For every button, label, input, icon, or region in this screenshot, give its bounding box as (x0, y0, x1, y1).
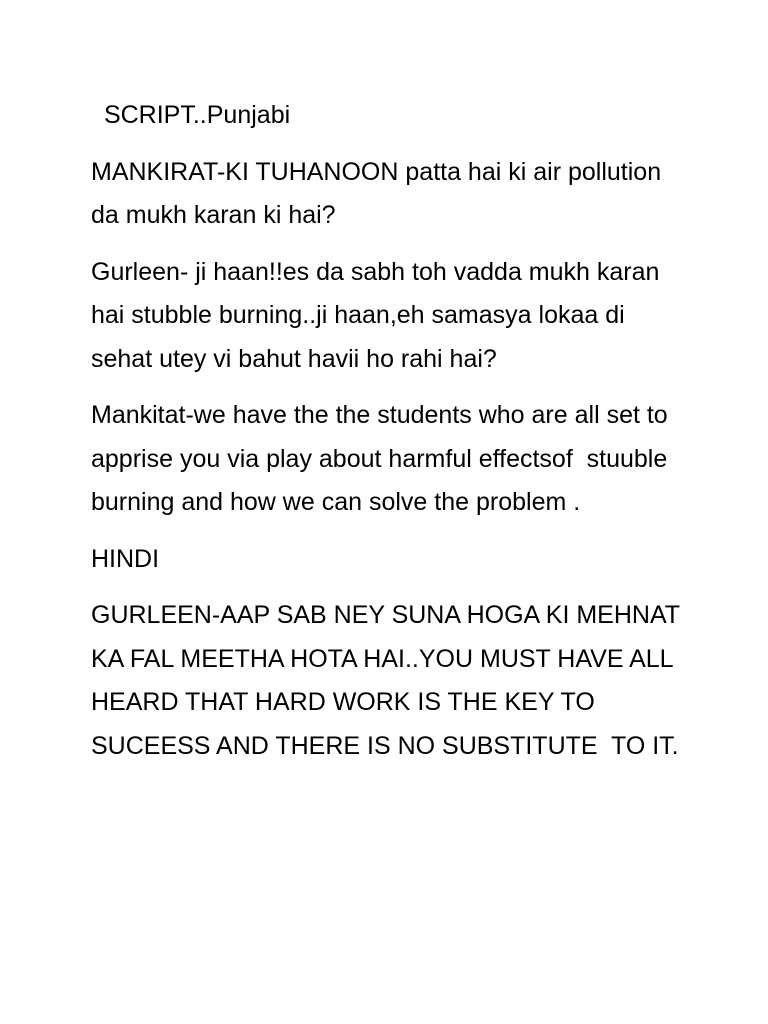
document-body (91, 94, 691, 781)
paragraph-gurleen-answer: Gurleen- ji haan!!es da sabh toh vadda mukh karan hai stubble burning..ji haan,eh samasya lokaa di sehat utey vi bahut havii ho rahi hai? (91, 257, 667, 373)
paragraph-mankirat-question: MANKIRAT-KI TUHANOON patta hai ki air pollution da mukh karan ki hai? (91, 157, 669, 229)
paragraph-gurleen-hindi: GURLEEN-AAP SAB NEY SUNA HOGA KI MEHNAT KA FAL MEETHA HOTA HAI..YOU MUST HAVE ALL HEARD THAT HARD WORK IS THE KEY TO SUCEESS AND THERE IS NO SUBSTITUTE TO IT. (91, 601, 687, 760)
section-heading-hindi: HINDI (91, 544, 160, 573)
paragraph-mankitat-intro: Mankitat-we have the the students who are all set to apprise you via play about harmful effectsof stuuble burning and how we can solve the problem . (91, 401, 675, 516)
script-heading: SCRIPT..Punjabi (97, 101, 291, 129)
